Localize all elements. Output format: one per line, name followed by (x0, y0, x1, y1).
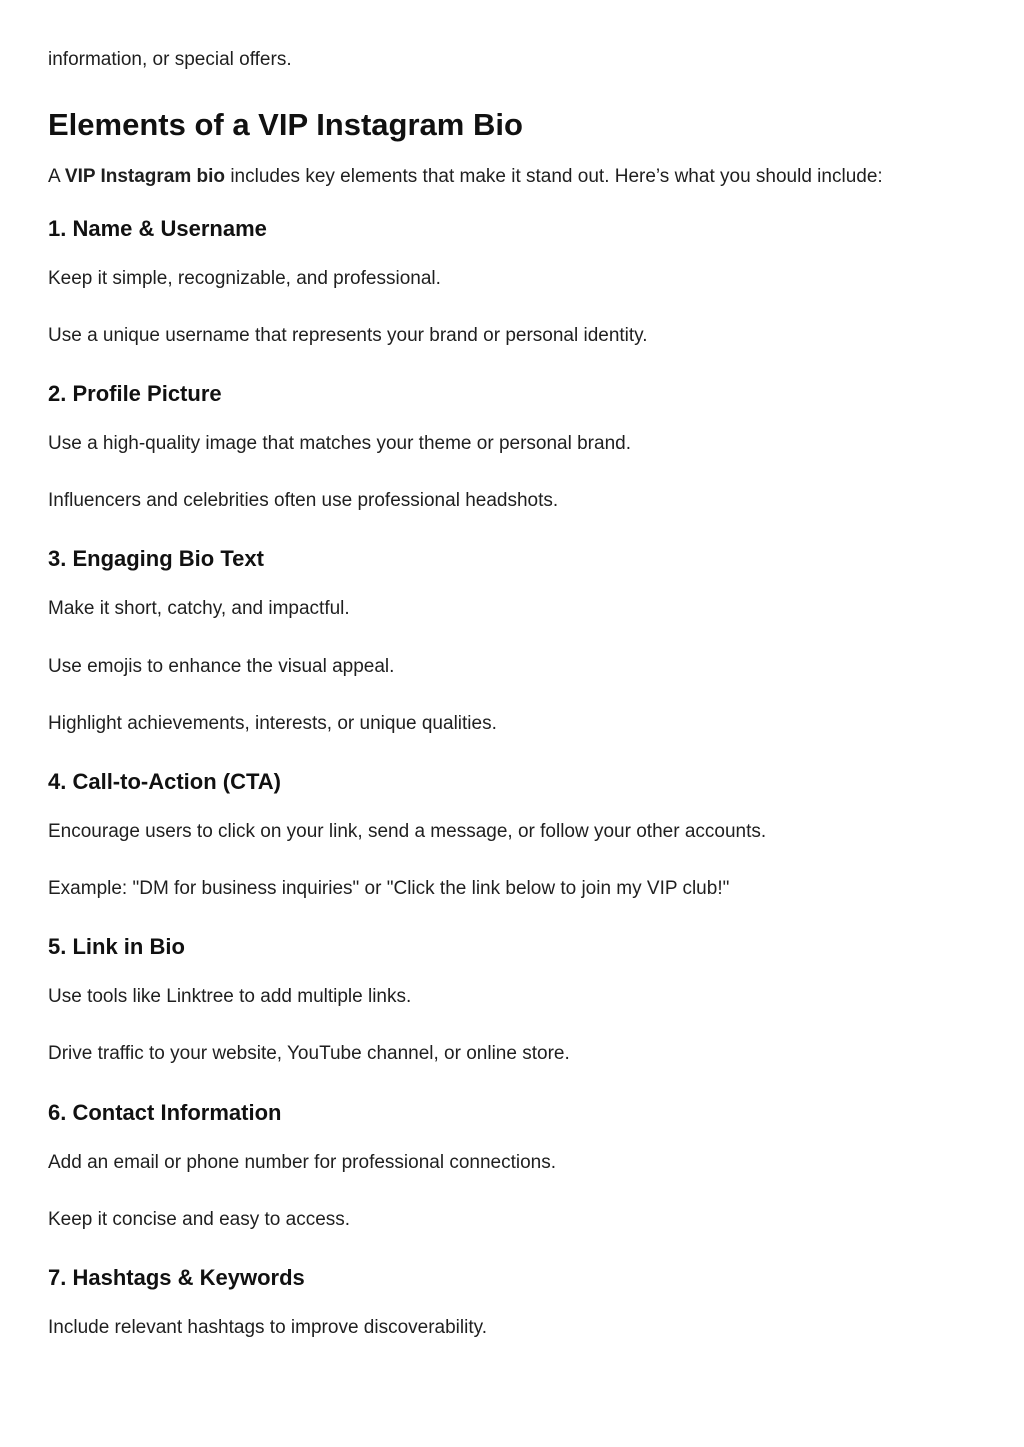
item-point: Keep it simple, recognizable, and professional. (48, 268, 441, 289)
item-point: Encourage users to click on your link, send a message, or follow your other accounts. (48, 821, 767, 842)
item-point: Drive traffic to your website, YouTube channel, or online store. (48, 1043, 570, 1064)
item-point: Use emojis to enhance the visual appeal. (48, 656, 395, 677)
section-title: Elements of a VIP Instagram Bio (48, 107, 523, 142)
item-point: Include relevant hashtags to improve discoverability. (48, 1317, 487, 1338)
item-heading-link-in-bio: 5. Link in Bio (48, 934, 185, 959)
item-point: Use a unique username that represents your brand or personal identity. (48, 325, 648, 346)
item-heading-name-username: 1. Name & Username (48, 216, 267, 241)
item-point: Example: "DM for business inquiries" or "Click the link below to join my VIP club!" (48, 878, 730, 899)
item-heading-call-to-action: 4. Call-to-Action (CTA) (48, 769, 282, 794)
intro-tail-text: information, or special offers. (48, 49, 292, 70)
item-point: Make it short, catchy, and impactful. (48, 598, 350, 619)
item-point: Keep it concise and easy to access. (48, 1209, 351, 1230)
item-heading-engaging-bio-text: 3. Engaging Bio Text (48, 546, 264, 571)
section-lead (48, 165, 883, 189)
item-heading-hashtags-keywords: 7. Hashtags & Keywords (48, 1265, 305, 1290)
item-point: Use a high-quality image that matches your theme or personal brand. (48, 433, 631, 454)
item-point: Highlight achievements, interests, or unique qualities. (48, 713, 497, 734)
item-heading-contact-information: 6. Contact Information (48, 1100, 282, 1125)
item-point: Use tools like Linktree to add multiple links. (48, 986, 412, 1007)
section-lead-prefix: A (48, 166, 65, 187)
section-lead-bold: VIP Instagram bio (64, 166, 226, 187)
section-lead-suffix: includes key elements that make it stand out. Here’s what you should include: (225, 166, 883, 187)
item-point: Influencers and celebrities often use professional headshots. (48, 490, 559, 511)
item-heading-profile-picture: 2. Profile Picture (48, 381, 222, 406)
item-point: Add an email or phone number for professional connections. (48, 1152, 557, 1173)
